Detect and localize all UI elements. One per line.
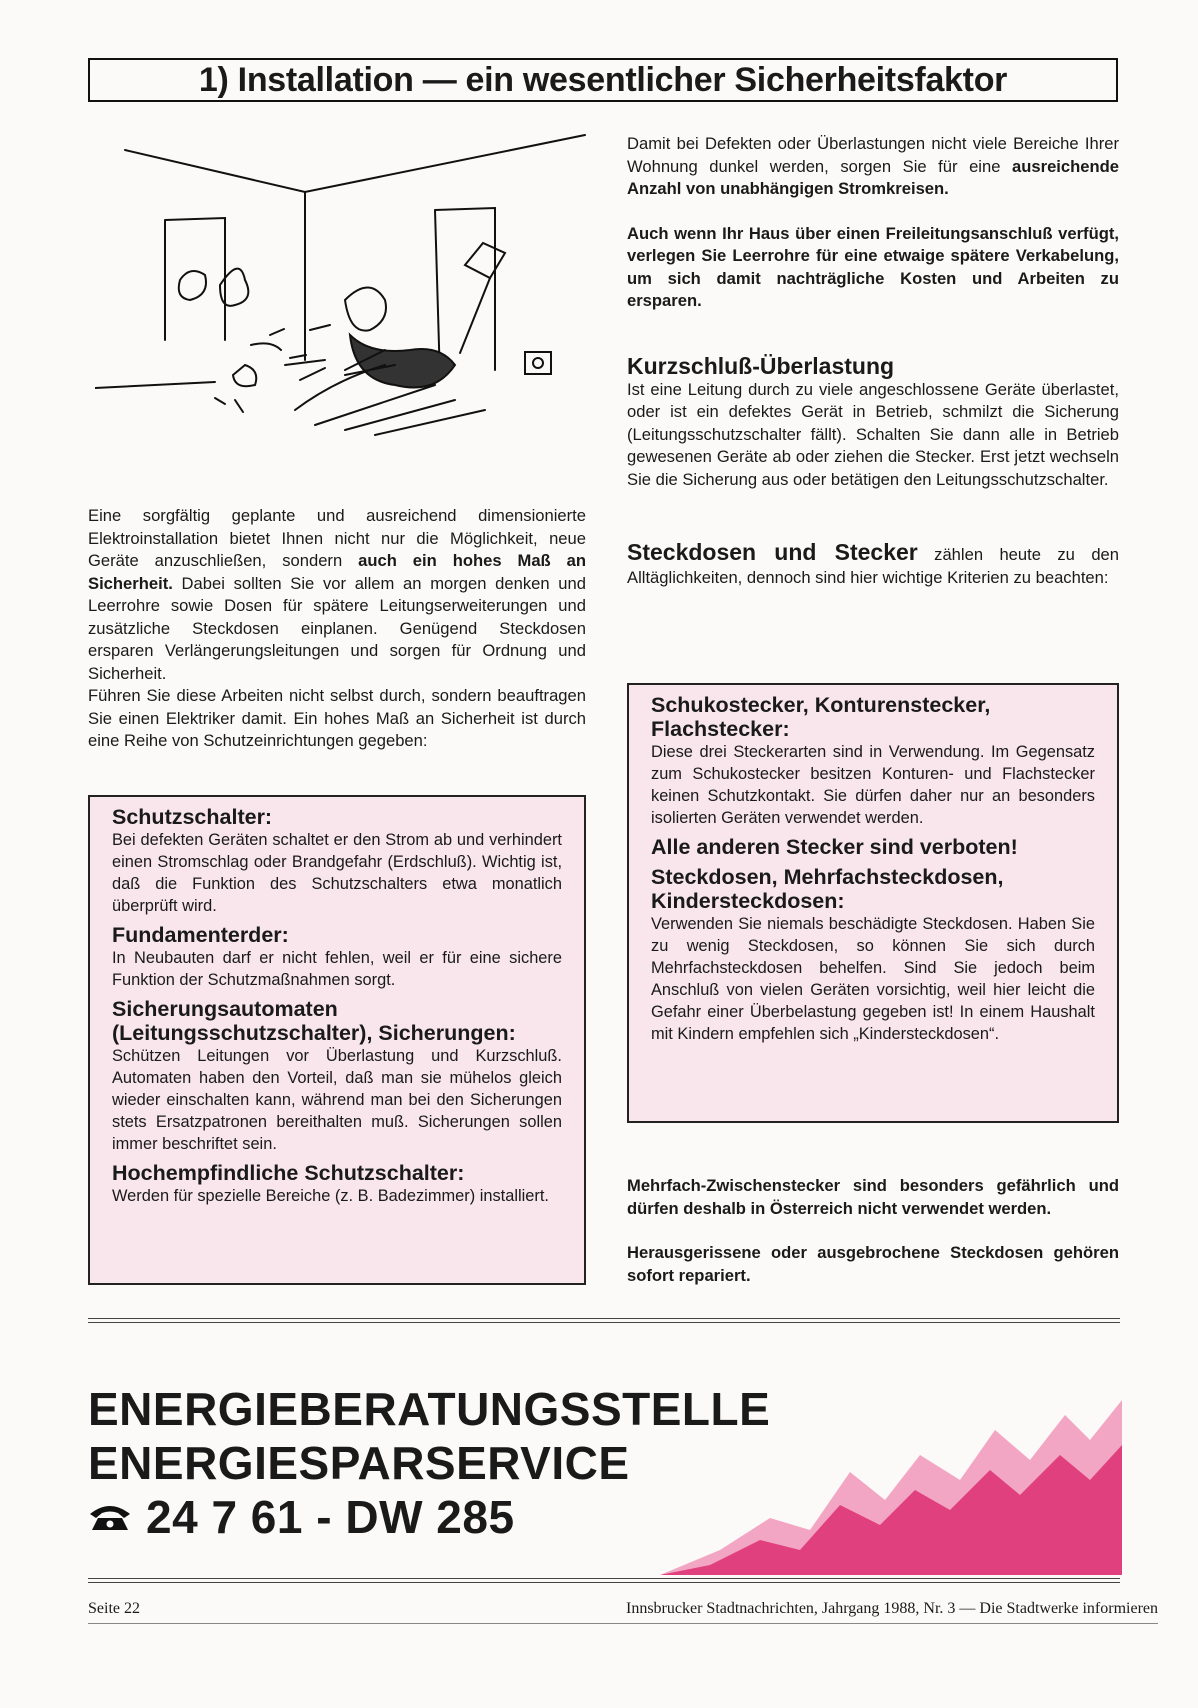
warnings	[627, 1175, 1119, 1287]
page-number: Seite 22	[88, 1600, 140, 1617]
sockets-text: Verwenden Sie niemals beschädigte Steckdosen. Haben Sie zu wenig Steckdosen, so können Sie sich durch Mehrfachsteckdosen behelfen. Sind Sie jedoch beim Anschluß von vielen Geräten vorsichtig, weil hier leicht die Gefahr einer Überbelastung gegeben ist! In einem Haushalt mit Kindern empfehlen sich „Kindersteckdosen“.	[651, 915, 1095, 1043]
plug-types-heading: Schukostecker, Konturenstecker, Flachstecker:	[651, 693, 991, 741]
page-title	[88, 58, 1118, 102]
cartoon-illustration	[95, 130, 595, 450]
sockets-heading: Steckdosen und Stecker	[627, 539, 918, 565]
sockets-heading: Steckdosen, Mehrfachsteckdosen, Kindersteckdosen:	[651, 865, 1004, 913]
energy-banner	[88, 1382, 788, 1544]
section-heading: Hochempfindliche Schutzschalter:	[112, 1161, 465, 1185]
intro-text-b: Dabei sollten Sie vor allem an morgen denken und Leerrohre sowie Dosen für spätere Leitungserweiterungen und zusätzliche Steckdosen einplanen. Genügend Steckdosen ersparen Verlängerungsleitungen und sorgen für Ordnung und Sicherheit.	[88, 573, 586, 683]
box-section-hochempfindlich	[112, 1161, 562, 1207]
protection-devices-box	[88, 795, 586, 1285]
section-text: Werden für spezielle Bereiche (z. B. Badezimmer) installiert.	[112, 1187, 549, 1205]
intro-text-bold: auch ein hohes Maß an Sicherheit.	[88, 551, 586, 593]
warning-adapters: Mehrfach-Zwischenstecker sind besonders gefährlich und dürfen deshalb in Österreich nicht verwendet werden.	[627, 1176, 1119, 1218]
banner-phone	[88, 1490, 788, 1544]
page-title-text: 1) Installation — ein wesentlicher Sicherheitsfaktor	[198, 60, 1008, 99]
footer-rule	[88, 1623, 1158, 1624]
conduit-paragraph: Auch wenn Ihr Haus über einen Freileitungsanschluß verfügt, verlegen Sie Leerrohre für eine etwaige spätere Verkabelung, um sich damit nachträgliche Kosten und Arbeiten zu ersparen.	[627, 223, 1119, 310]
publication-source: Innsbrucker Stadtnachrichten, Jahrgang 1988, Nr. 3 — Die Stadtwerke informieren	[626, 1600, 1158, 1617]
intro-paragraph-2: Führen Sie diese Arbeiten nicht selbst durch, sondern beauftragen Sie einen Elektriker damit. Ein hohes Maß an Sicherheit ist durch eine Reihe von Schutzeinrichtungen gegeben:	[88, 686, 586, 750]
right-column	[627, 133, 1119, 589]
plugs-section-forbidden	[651, 835, 1095, 859]
intro-paragraph	[88, 505, 586, 685]
plugs-section-sockets	[651, 865, 1095, 1045]
banner-phone-number: 24 7 61 - DW 285	[146, 1491, 515, 1543]
box-section-fundamenterder	[112, 923, 562, 991]
circuits-text-bold: ausreichende Anzahl von unabhängigen Stromkreisen.	[627, 156, 1119, 198]
plug-types-text: Diese drei Steckerarten sind in Verwendung. Im Gegensatz zum Schukostecker besitzen Konturen- und Flachstecker keinen Schutzkontakt. Sie dürfen daher nur an besonders isolierten Geräten verwendet werden.	[651, 743, 1095, 827]
divider-bottom-2	[88, 1582, 1120, 1583]
short-circuit-heading: Kurzschluß-Überlastung	[627, 352, 895, 379]
section-heading: Schutzschalter:	[112, 805, 273, 829]
section-text: Bei defekten Geräten schaltet er den Strom ab und verhindert einen Stromschlag oder Brandgefahr (Erdschluß). Wichtig ist, daß die Funktion des Schutzschalters etwa monatlich überprüft wird.	[112, 831, 562, 915]
plugs-box	[627, 683, 1119, 1123]
banner-line-1: ENERGIEBERATUNGSSTELLE	[88, 1383, 771, 1435]
sockets-intro	[627, 541, 1119, 589]
circuits-text: Damit bei Defekten oder Überlastungen nicht viele Bereiche Ihrer Wohnung dunkel werden, sorgen Sie für eine	[627, 134, 1119, 176]
divider-top-1	[88, 1318, 1120, 1319]
box-section-schutzschalter	[112, 805, 562, 917]
divider-top-2	[88, 1322, 1120, 1323]
left-column	[88, 505, 586, 753]
box-section-sicherungsautomaten	[112, 997, 562, 1155]
warning-broken-sockets: Herausgerissene oder ausgebrochene Steckdosen gehören sofort repariert.	[627, 1243, 1119, 1285]
section-text: Schützen Leitungen vor Überlastung und Kurzschluß. Automaten haben den Vorteil, daß man sie mühelos gleich wieder einschalten kann, während man bei den Sicherungen stets Ersatzpatronen bereithalten muß. Sicherungen sollen immer beschriftet sein.	[112, 1047, 562, 1153]
section-heading: Fundamenterder:	[112, 923, 289, 947]
intro-text-a: Eine sorgfältig geplante und ausreichend dimensionierte Elektroinstallation bietet Ihnen nicht nur die Möglichkeit, neue Geräte anzuschließen, sondern	[88, 506, 586, 570]
circuits-paragraph	[627, 133, 1119, 201]
forbidden-plugs-heading: Alle anderen Stecker sind verboten!	[651, 835, 1018, 859]
banner-line-2: ENERGIESPARSERVICE	[88, 1437, 630, 1489]
section-text: In Neubauten darf er nicht fehlen, weil er für eine sichere Funktion der Schutzmaßnahmen sorgt.	[112, 949, 562, 989]
divider-bottom-1	[88, 1578, 1120, 1579]
section-heading: Sicherungsautomaten (Leitungsschutzschalter), Sicherungen:	[112, 997, 516, 1045]
telephone-icon	[88, 1502, 132, 1532]
short-circuit-text: Ist eine Leitung durch zu viele angeschlossene Geräte überlastet, oder ist ein defektes Gerät in Betrieb, schmilzt die Sicherung (Leitungsschutzschalter fällt). Schalten Sie dann alle in Betrieb gewesenen Geräte ab oder ziehen die Stecker. Erst jetzt wechseln Sie die Sicherung aus oder betätigen den Leitungsschutzschalter.	[627, 379, 1119, 489]
plugs-section-types	[651, 693, 1095, 829]
sockets-intro-text: zählen heute zu den Alltäglichkeiten, dennoch sind hier wichtige Kriterien zu beachten:	[627, 545, 1120, 587]
